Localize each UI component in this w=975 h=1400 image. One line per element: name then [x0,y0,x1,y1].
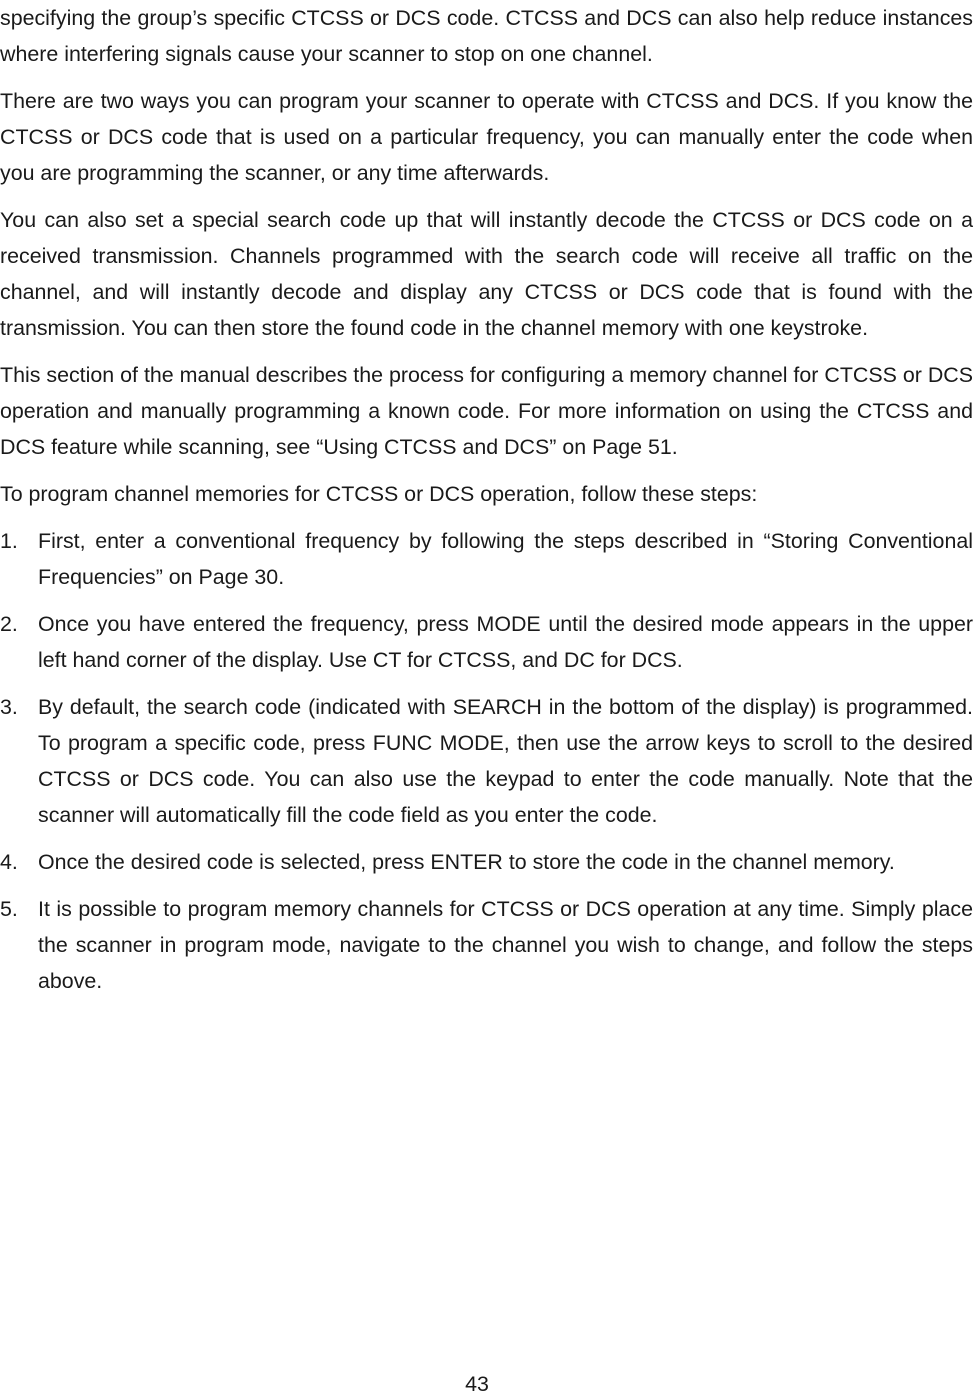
step-item [0,689,973,833]
step-item [0,844,973,880]
step-text: First, enter a conventional frequency by following the steps described in “Storing Conventional Frequencies” on Page 30. [38,529,973,589]
paragraph-search-code: You can also set a special search code up that will instantly decode the CTCSS or DCS code on a received transmission. Channels programmed with the search code will receive all traffic on the channel, and will instantly decode and display any CTCSS or DCS code that is found with the transmission. You can then store the found code in the channel memory with one keystroke. [0,208,973,340]
step-number: 3. [0,695,18,719]
step-item [0,523,973,595]
step-text: By default, the search code (indicated with SEARCH in the bottom of the display) is programmed. To program a specific code, press FUNC MODE, then use the arrow keys to scroll to the desired CTCSS or DCS code. You can also use the keypad to enter the code manually. Note that the scanner will automatically fill the code field as you enter the code. [38,695,973,827]
paragraph-intro-continued: specifying the group’s specific CTCSS or DCS code. CTCSS and DCS can also help reduce instances where interfering signals cause your scanner to stop on one channel. [0,6,973,66]
step-number: 4. [0,850,18,874]
paragraph-two-ways: There are two ways you can program your scanner to operate with CTCSS and DCS. If you know the CTCSS or DCS code that is used on a particular frequency, you can manually enter the code when you are programming the scanner, or any time afterwards. [0,89,973,185]
steps-list [0,523,973,999]
paragraph-steps-intro: To program channel memories for CTCSS or DCS operation, follow these steps: [0,482,758,506]
step-number: 5. [0,897,18,921]
step-item [0,891,973,999]
step-text: Once you have entered the frequency, press MODE until the desired mode appears in the upper left hand corner of the display. Use CT for CTCSS, and DC for DCS. [38,612,973,672]
step-number: 1. [0,529,18,553]
step-text: It is possible to program memory channels for CTCSS or DCS operation at any time. Simply place the scanner in program mode, navigate to the channel you wish to change, and follow the steps above. [38,897,973,993]
step-item [0,606,973,678]
paragraph-section-description: This section of the manual describes the process for configuring a memory channel for CTCSS or DCS operation and manually programming a known code. For more information on using the CTCSS and DCS feature while scanning, see “Using CTCSS and DCS” on Page 51. [0,363,973,459]
step-number: 2. [0,612,18,636]
page-number: 43 [465,1372,489,1396]
step-text: Once the desired code is selected, press ENTER to store the code in the channel memory. [38,850,895,874]
